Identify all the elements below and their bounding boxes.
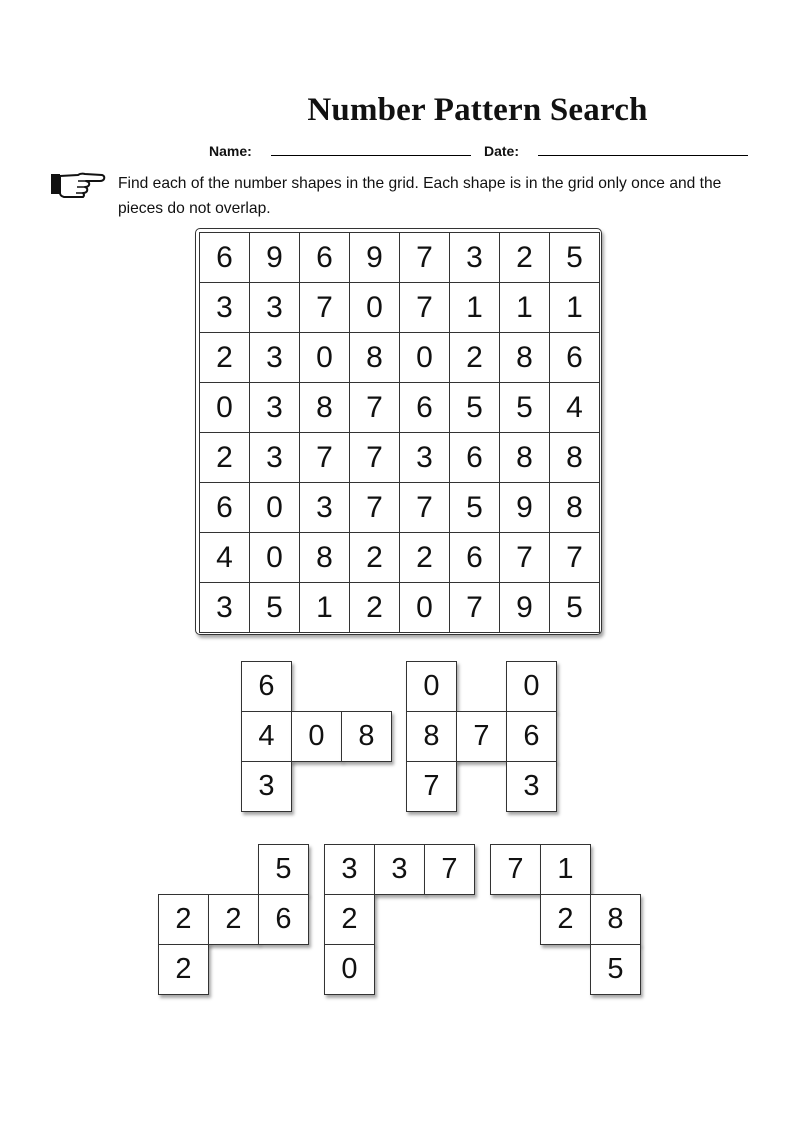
shape-cell: 5 — [590, 944, 641, 995]
grid-cell[interactable]: 6 — [450, 433, 500, 483]
grid-cell[interactable]: 6 — [550, 333, 600, 383]
grid-cell[interactable]: 2 — [350, 583, 400, 633]
grid-cell[interactable]: 7 — [350, 433, 400, 483]
grid-cell[interactable]: 5 — [500, 383, 550, 433]
instructions-text: Find each of the number shapes in the grid. Each shape is in the grid only once and the pieces do not overlap. — [118, 175, 722, 217]
grid-cell[interactable]: 3 — [250, 333, 300, 383]
grid-cell[interactable]: 7 — [550, 533, 600, 583]
grid-cell[interactable]: 6 — [450, 533, 500, 583]
grid-cell[interactable]: 7 — [400, 283, 450, 333]
grid-cell[interactable]: 2 — [200, 333, 250, 383]
shape-cell: 8 — [406, 711, 457, 762]
shape-cell: 2 — [208, 894, 259, 945]
date-line[interactable] — [538, 155, 748, 156]
shape-cell: 2 — [158, 944, 209, 995]
grid-cell[interactable]: 0 — [250, 483, 300, 533]
grid-cell[interactable]: 7 — [300, 433, 350, 483]
shape-cell: 5 — [258, 844, 309, 895]
grid-cell[interactable]: 7 — [400, 233, 450, 283]
name-line[interactable] — [271, 155, 471, 156]
shape-cell: 7 — [424, 844, 475, 895]
grid-cell[interactable]: 3 — [250, 433, 300, 483]
grid-cell[interactable]: 9 — [350, 233, 400, 283]
grid-cell[interactable]: 7 — [500, 533, 550, 583]
shape-cell: 2 — [324, 894, 375, 945]
grid-cell[interactable]: 3 — [250, 383, 300, 433]
grid-cell[interactable]: 1 — [300, 583, 350, 633]
shape-cell: 6 — [258, 894, 309, 945]
grid-cell[interactable]: 0 — [400, 583, 450, 633]
grid-cell[interactable]: 6 — [400, 383, 450, 433]
grid-cell[interactable]: 7 — [350, 383, 400, 433]
grid-cell[interactable]: 2 — [350, 533, 400, 583]
grid-cell[interactable]: 0 — [350, 283, 400, 333]
grid-cell[interactable]: 8 — [300, 533, 350, 583]
grid-cell[interactable]: 6 — [300, 233, 350, 283]
shape-cell: 3 — [506, 761, 557, 812]
shape-cell: 3 — [324, 844, 375, 895]
date-label: Date: — [484, 143, 520, 159]
grid-cell[interactable]: 5 — [550, 233, 600, 283]
grid-cell[interactable]: 5 — [450, 383, 500, 433]
shape-cell: 0 — [406, 661, 457, 712]
grid-cell[interactable]: 8 — [500, 433, 550, 483]
grid-cell[interactable]: 8 — [550, 433, 600, 483]
grid-cell[interactable]: 9 — [500, 583, 550, 633]
grid-cell[interactable]: 7 — [400, 483, 450, 533]
shape-cell: 2 — [158, 894, 209, 945]
grid-cell[interactable]: 0 — [400, 333, 450, 383]
grid-cell[interactable]: 0 — [250, 533, 300, 583]
shape-cell: 0 — [291, 711, 342, 762]
shape-cell: 7 — [456, 711, 507, 762]
grid-cell[interactable]: 3 — [400, 433, 450, 483]
grid-cell[interactable]: 2 — [400, 533, 450, 583]
page-title: Number Pattern Search — [307, 92, 648, 128]
grid-cell[interactable]: 9 — [500, 483, 550, 533]
grid-cell[interactable]: 7 — [300, 283, 350, 333]
shape-cell: 3 — [374, 844, 425, 895]
grid-cell[interactable]: 6 — [200, 233, 250, 283]
grid-cell[interactable]: 3 — [200, 283, 250, 333]
grid-cell[interactable]: 8 — [500, 333, 550, 383]
shape-cell: 2 — [540, 894, 591, 945]
grid-cell[interactable]: 6 — [200, 483, 250, 533]
grid-cell[interactable]: 3 — [250, 283, 300, 333]
grid-cell[interactable]: 3 — [450, 233, 500, 283]
shape-cell: 6 — [506, 711, 557, 762]
name-label: Name: — [209, 143, 252, 159]
shape-cell: 3 — [241, 761, 292, 812]
grid-cell[interactable]: 7 — [350, 483, 400, 533]
grid-cell[interactable]: 2 — [200, 433, 250, 483]
grid-cell[interactable]: 5 — [450, 483, 500, 533]
grid-cell[interactable]: 5 — [250, 583, 300, 633]
shape-cell: 8 — [590, 894, 641, 945]
grid-cell[interactable]: 4 — [200, 533, 250, 583]
grid-cell[interactable]: 9 — [250, 233, 300, 283]
shape-cell: 0 — [506, 661, 557, 712]
grid-cell[interactable]: 1 — [450, 283, 500, 333]
shape-cell: 0 — [324, 944, 375, 995]
grid-cell[interactable]: 4 — [550, 383, 600, 433]
grid-cell[interactable]: 2 — [500, 233, 550, 283]
shape-cell: 7 — [406, 761, 457, 812]
shape-cell: 1 — [540, 844, 591, 895]
shape-cell: 4 — [241, 711, 292, 762]
shape-cell: 6 — [241, 661, 292, 712]
grid-cell[interactable]: 8 — [300, 383, 350, 433]
grid-cell[interactable]: 2 — [450, 333, 500, 383]
grid-cell[interactable]: 0 — [200, 383, 250, 433]
shape-cell: 7 — [490, 844, 541, 895]
grid-cell[interactable]: 5 — [550, 583, 600, 633]
grid-cell[interactable]: 8 — [550, 483, 600, 533]
grid-cell[interactable]: 0 — [300, 333, 350, 383]
shape-cell: 8 — [341, 711, 392, 762]
pointing-hand-icon — [50, 169, 106, 199]
grid-cell[interactable]: 1 — [500, 283, 550, 333]
grid-cell[interactable]: 8 — [350, 333, 400, 383]
grid-cell[interactable]: 1 — [550, 283, 600, 333]
grid-cell[interactable]: 7 — [450, 583, 500, 633]
number-grid — [199, 232, 600, 633]
grid-cell[interactable]: 3 — [300, 483, 350, 533]
grid-cell[interactable]: 3 — [200, 583, 250, 633]
